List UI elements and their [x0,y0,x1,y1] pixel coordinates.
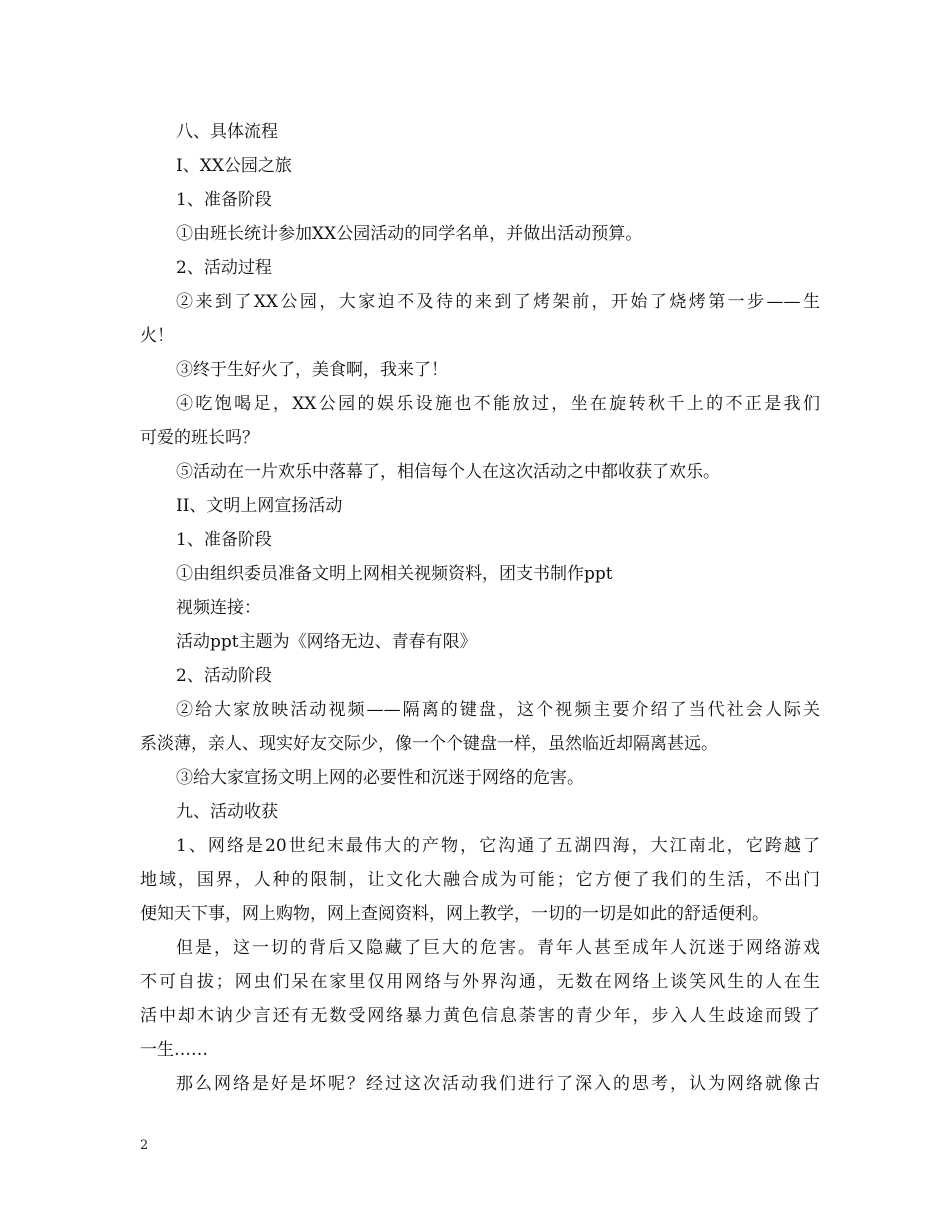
text-line: 视频连接： [176,598,261,618]
page-number: 2 [140,1138,149,1153]
text-line: 地域，国界，人种的限制，让文化大融合成为可能；它方便了我们的生活，不出门 [140,870,820,890]
text-line: ②来到了XX公园，大家迫不及待的来到了烤架前，开始了烧烤第一步——生 [176,292,820,312]
text-line: ③终于生好火了，美食啊，我来了！ [176,360,448,380]
text-line: 活动ppt主题为《网络无边、青春有限》 [176,632,477,652]
text-line: 九、活动收获 [176,802,278,822]
text-line: II、文明上网宣扬活动 [176,496,343,516]
text-line: 1、网络是20世纪末最伟大的产物，它沟通了五湖四海，大江南北，它跨越了 [176,836,820,856]
text-line: 可爱的班长吗？ [140,428,259,448]
text-line: 便知天下事，网上购物，网上查阅资料，网上教学，一切的一切是如此的舒适便利。 [140,904,769,924]
text-line: 但是，这一切的背后又隐藏了巨大的危害。青年人甚至成年人沉迷于网络游戏 [176,938,820,958]
document-body [140,115,820,1101]
text-line: 八、具体流程 [176,122,278,142]
text-line: 一生…… [140,1040,208,1060]
text-line: 1、准备阶段 [176,190,272,210]
text-line: ②给大家放映活动视频——隔离的键盘，这个视频主要介绍了当代社会人际关 [176,700,820,720]
text-line: ④吃饱喝足，XX公园的娱乐设施也不能放过，坐在旋转秋千上的不正是我们 [176,394,820,414]
text-line: 2、活动阶段 [176,666,272,686]
text-line: ①由班长统计参加XX公园活动的同学名单，并做出活动预算。 [176,224,643,244]
text-line: 火！ [140,326,174,346]
text-line: ⑤活动在一片欢乐中落幕了，相信每个人在这次活动之中都收获了欢乐。 [176,462,720,482]
text-line: 不可自拔；网虫们呆在家里仅用网络与外界沟通，无数在网络上谈笑风生的人在生 [140,972,820,992]
text-line: ①由组织委员准备文明上网相关视频资料，团支书制作ppt [176,564,613,584]
text-line: ③给大家宣扬文明上网的必要性和沉迷于网络的危害。 [176,768,584,788]
text-line: I、XX公园之旅 [176,156,292,176]
text-line: 那么网络是好是坏呢？经过这次活动我们进行了深入的思考，认为网络就像古 [176,1074,820,1094]
text-line: 系淡薄，亲人、现实好友交际少，像一个个键盘一样，虽然临近却隔离甚远。 [140,734,718,754]
text-line: 1、准备阶段 [176,530,272,550]
text-line: 活中却木讷少言还有无数受网络暴力黄色信息荼害的青少年，步入人生歧途而毁了 [140,1006,820,1026]
text-line: 2、活动过程 [176,258,272,278]
